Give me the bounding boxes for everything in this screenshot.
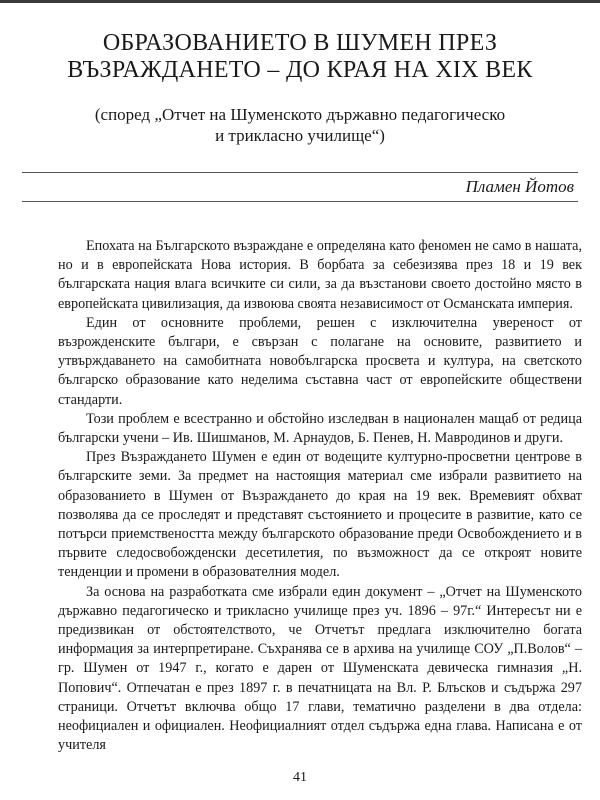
page-number: 41 bbox=[293, 770, 307, 785]
subtitle-line-2: и трикласно училище“) bbox=[215, 126, 385, 145]
author-rule-bottom bbox=[22, 201, 578, 202]
title-line-1: ОБРАЗОВАНИЕТО В ШУМЕН ПРЕЗ bbox=[102, 30, 498, 56]
subtitle bbox=[20, 104, 580, 146]
page-title bbox=[20, 30, 580, 84]
title-line-2: ВЪЗРАЖДАНЕТО – ДО КРАЯ НА XIX ВЕК bbox=[67, 57, 533, 83]
paragraph: За основа на разработката сме избрали един документ – „Отчет на Шуменското държавно педагогическо и трикласно училище през уч. 1896 – 97г.“ Интересът ни е предизвикан от обстоятелството, че Отчетът предлага изключително богата информация за интерпретиране. Съхранява се в архива на училище СОУ „П.Волов“ – гр. Шумен от 1947 г., когато е дарен от Шуменската девическа гимназия „Н. Попович“. Отпечатан е през 1897 г. в печатницата на Вл. Р. Блъсков и съдържа 297 страници. Отчетът включва общо 17 глави, тематично разделени в два отдела: неофициален и официален. Неофициалният отдел съдържа една глава. Написана е от учителя bbox=[58, 583, 582, 754]
page-top-rule bbox=[0, 0, 600, 3]
author-name: Пламен Йотов bbox=[465, 177, 574, 196]
paragraph: Епохата на Българското възраждане е определяна като феномен не само в нашата, но и в европейската Нова история. В борбата за себезизява през 18 и 19 век българската нация влага всичките си сили, за да възстанови своето достойно място в европейската цивилизация, да извоюва своята независимост от Османската империя. bbox=[58, 238, 582, 312]
article-body bbox=[58, 237, 582, 755]
subtitle-line-1: (според „Отчет на Шуменското държавно педагогическо bbox=[94, 105, 506, 124]
author-rule-top bbox=[22, 172, 578, 173]
paragraph: Един от основните проблеми, решен с изключителна увереност от възрожденските българи, е свързан с полагане на основите, развитието и утвърждаването на самобитната новобългарска просвета и култура, на светското българско образование като неделима съставна част от европейските обществени стандарти. bbox=[58, 314, 582, 408]
paragraph: Този проблем е всестранно и обстойно изследван в национален мащаб от редица български учени – Ив. Шишманов, М. Арнаудов, Б. Пенев, Н. Мавродинов и други. bbox=[58, 410, 582, 447]
paragraph: През Възраждането Шумен е един от водещите културно-просветни центрове в българските земи. За предмет на настоящия материал сме избрали развитието на образованието в Шумен от Възраждането до края на 19 век. Времевият обхват позволява да се проследят и представят състоянието и процесите в развитие, като се потърси приемствеността между българското образование преди Освобождението и в първите следосвобожденски десетилетия, по възможност да се откроят новите тенденции и промени в образователния модел. bbox=[58, 449, 582, 581]
